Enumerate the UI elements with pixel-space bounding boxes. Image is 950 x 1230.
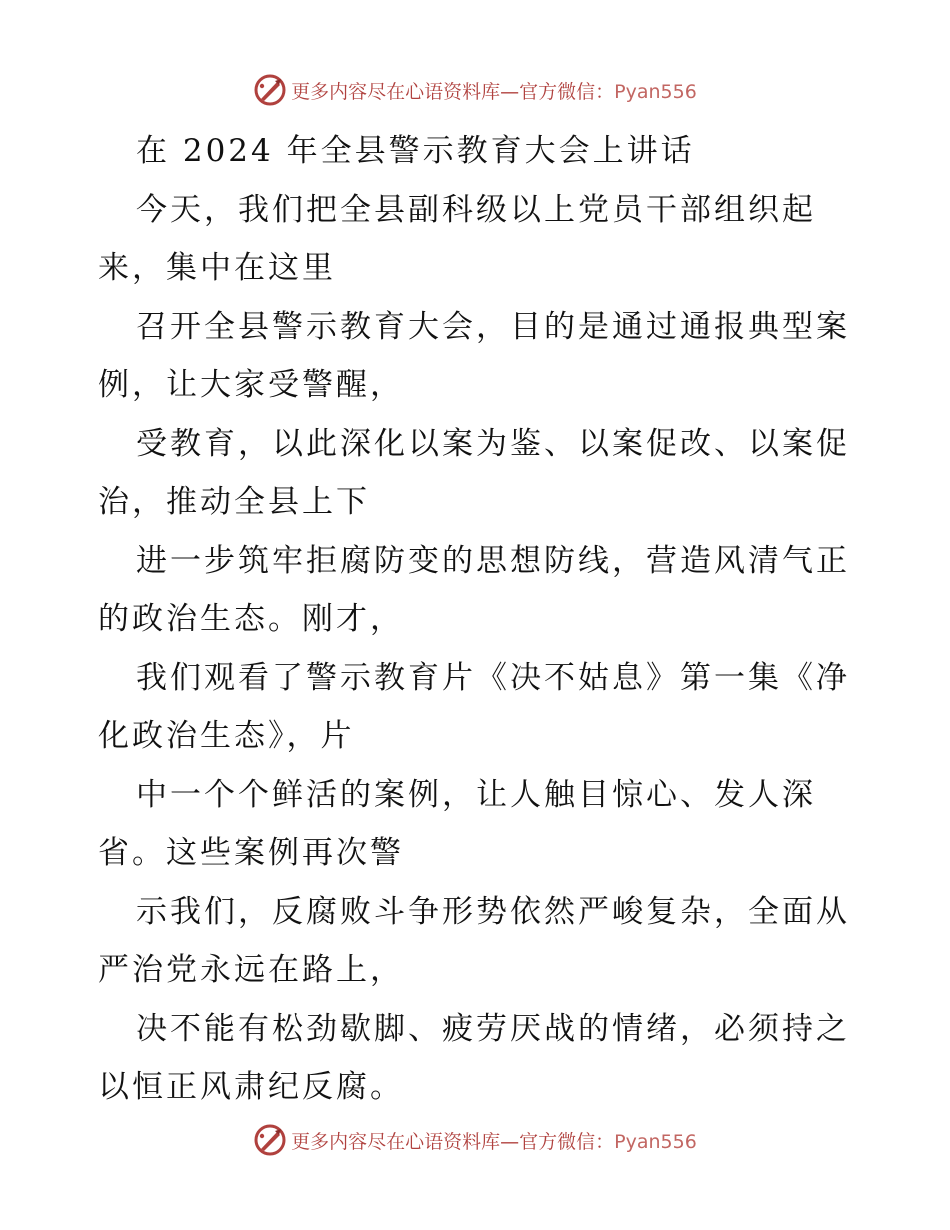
- paragraph-line: 决不能有松劲歇脚、疲劳厌战的情绪，必须持之: [136, 1010, 850, 1047]
- paragraph-line: 省。这些案例再次警: [98, 835, 404, 871]
- paragraph-line: 我们观看了警示教育片《决不姑息》第一集《净: [136, 659, 850, 696]
- paragraph-line: 来，集中在这里: [98, 250, 336, 286]
- header-banner: [0, 70, 950, 110]
- paragraph-line: 例，让大家受警醒，: [98, 367, 404, 403]
- footer-banner-text: [291, 1127, 697, 1154]
- paragraph-line: 化政治生态》，片: [98, 718, 355, 754]
- header-banner-label: 更多内容尽在心语资料库—官方微信：: [291, 80, 615, 103]
- footer-wechat-id: Pyan556: [614, 1130, 697, 1153]
- paragraph-line: 召开全县警示教育大会，目的是通过通报典型案: [136, 308, 850, 345]
- paragraph-line: 示我们，反腐败斗争形势依然严峻复杂，全面从: [136, 893, 850, 930]
- footer-banner-label: 更多内容尽在心语资料库—官方微信：: [291, 1130, 615, 1153]
- paragraph-line: 中一个个鲜活的案例，让人触目惊心、发人深: [136, 776, 816, 813]
- document-title: 在 2024 年全县警示教育大会上讲话: [136, 133, 695, 169]
- quill-circle-logo-icon: [253, 73, 287, 107]
- paragraph-line: 严治党永远在路上，: [98, 952, 404, 988]
- paragraph-line: 的政治生态。刚才，: [98, 601, 404, 637]
- paragraph-line: 治，推动全县上下: [98, 484, 370, 520]
- header-banner-text: [291, 77, 697, 104]
- document-body: [98, 122, 858, 1117]
- paragraph-line: 以恒正风肃纪反腐。: [98, 1069, 404, 1105]
- paragraph-line: 今天，我们把全县副科级以上党员干部组织起: [136, 191, 816, 228]
- header-wechat-id: Pyan556: [614, 80, 697, 103]
- paragraph-line: 受教育，以此深化以案为鉴、以案促改、以案促: [136, 425, 850, 462]
- quill-circle-logo-icon: [253, 1123, 287, 1157]
- footer-banner: [0, 1120, 950, 1160]
- paragraph-line: 进一步筑牢拒腐防变的思想防线，营造风清气正: [136, 542, 850, 579]
